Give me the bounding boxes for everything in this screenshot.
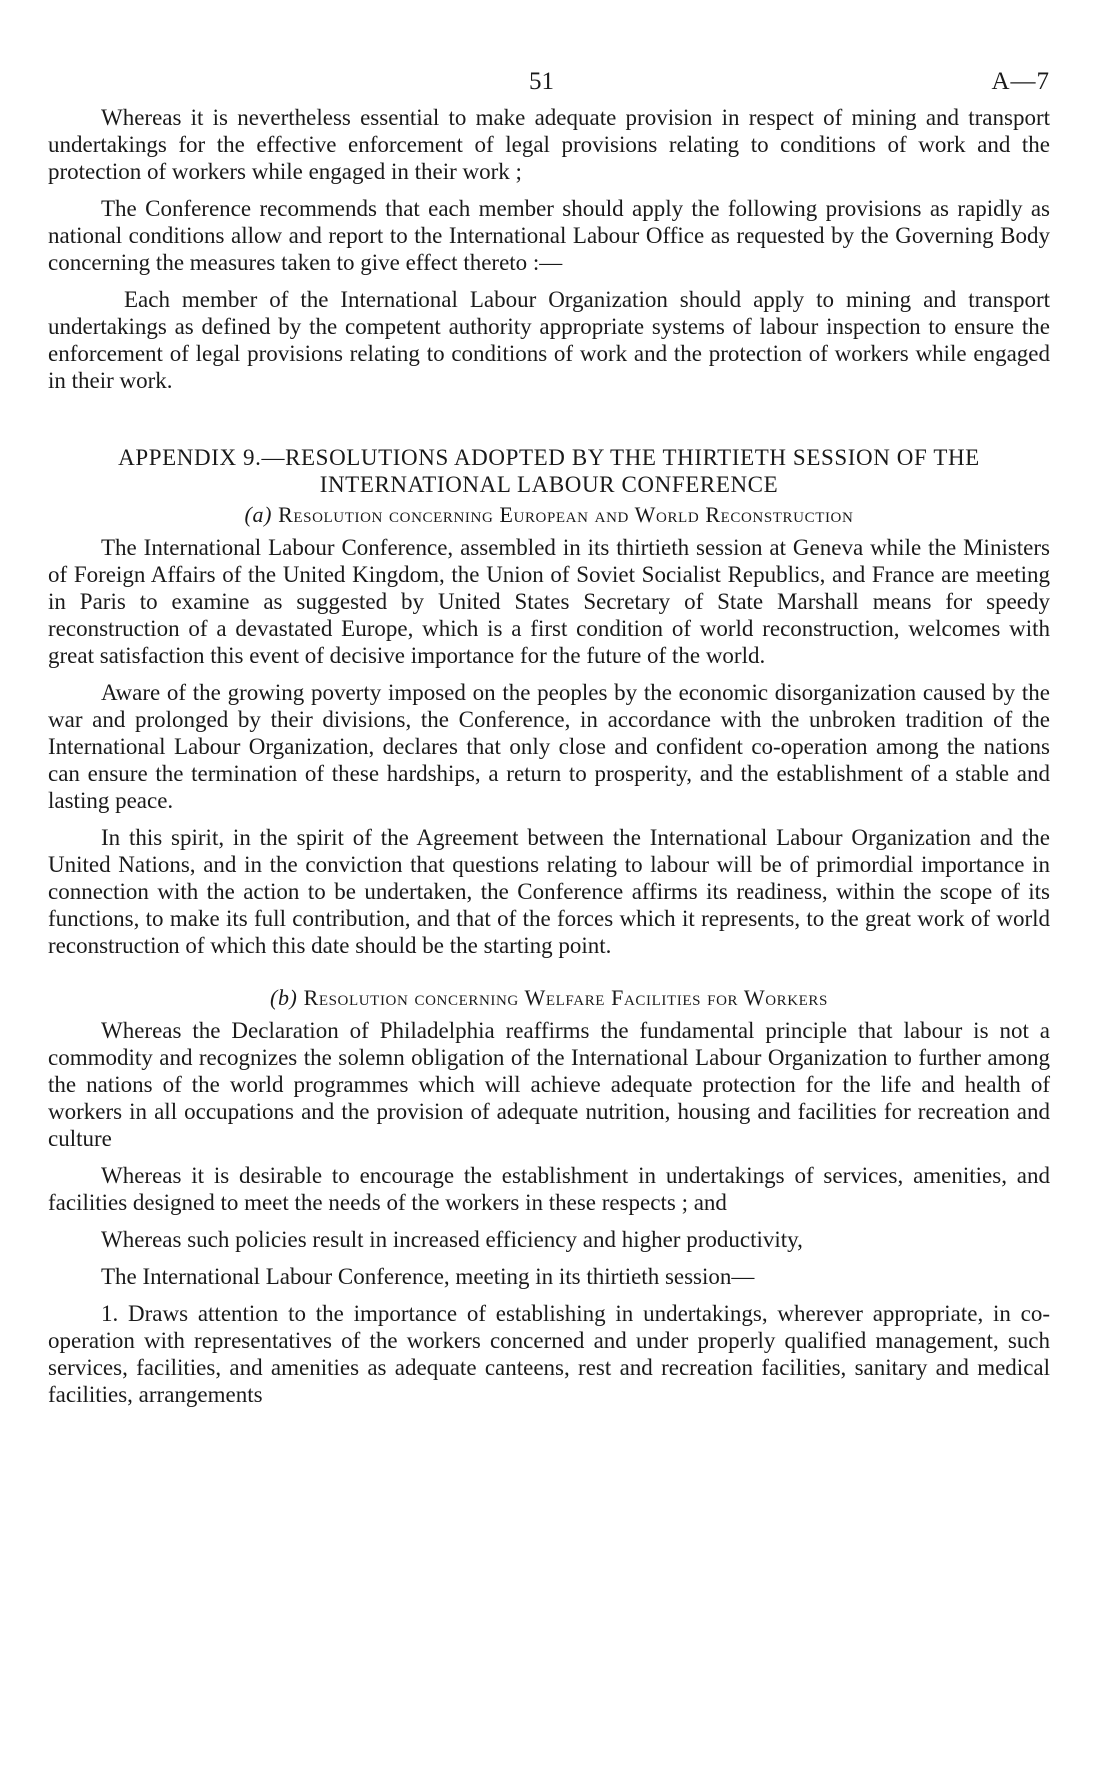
resolution-a-paragraph: In this spirit, in the spirit of the Agreement between the International Labour Organization and the United Nations, and in the conviction that questions relating to labour will be of primordial importance in connection with the action to be undertaken, the Conference affirms its readiness, within the scope of its functions, to make its full contribution, and that of the forces which it represents, to the great work of world reconstruction of which this date should be the starting point. bbox=[48, 825, 1050, 958]
resolution-b-section bbox=[48, 985, 1050, 1408]
resolution-b-title: Resolution concerning Welfare Facilities for Workers bbox=[303, 985, 828, 1010]
resolution-a-letter: (a) bbox=[244, 502, 272, 527]
series-reference: A—7 bbox=[991, 68, 1050, 95]
resolution-a-paragraph: The International Labour Conference, assembled in its thirtieth session at Geneva while the Ministers of Foreign Affairs of the United Kingdom, the Union of Soviet Socialist Republics, and France are meeting in Paris to examine as suggested by United States Secretary of State Marshall means for speedy reconstruction of a devastated Europe, which is a first condition of world reconstruction, welcomes with great satisfaction this event of decisive importance for the future of the world. bbox=[48, 535, 1050, 668]
resolution-b-letter: (b) bbox=[270, 985, 298, 1010]
page-header bbox=[48, 68, 1050, 104]
intro-paragraph: The Conference recommends that each member should apply the following provisions as rapidly as national conditions allow and report to the International Labour Office as requested by the Governing Body concerning the measures taken to give effect thereto :— bbox=[48, 196, 1050, 275]
resolution-b-paragraph: 1. Draws attention to the importance of establishing in undertakings, wherever appropriate, in co-operation with representatives of the workers concerned and under properly qualified management, such services, facilities, and amenities as adequate canteens, rest and recreation facilities, sanitary and medical facilities, arrangements bbox=[48, 1301, 1050, 1407]
intro-paragraph: Each member of the International Labour Organization should apply to mining and transport undertakings as defined by the competent authority appropriate systems of labour inspection to ensure the enforcement of legal provisions relating to conditions of work and the protection of workers while engaged in their work. bbox=[48, 287, 1050, 393]
resolution-b-paragraph: Whereas such policies result in increased efficiency and higher productivity, bbox=[101, 1227, 803, 1252]
resolution-a-title: Resolution concerning European and World Reconstruction bbox=[278, 502, 854, 527]
intro-section bbox=[48, 104, 1050, 394]
resolution-a-paragraph: Aware of the growing poverty imposed on the peoples by the economic disorganization caused by the war and prolonged by their divisions, the Conference, in accordance with the unbroken tradition of the International Labour Organization, declares that only close and confident co-operation among the nations can ensure the termination of these hardships, a return to prosperity, and the establishment of a stable and lasting peace. bbox=[48, 680, 1050, 813]
appendix-title: APPENDIX 9.—RESOLUTIONS ADOPTED BY THE THIRTIETH SESSION OF THE INTERNATIONAL LABOUR CONFERENCE bbox=[118, 445, 980, 497]
resolution-b-paragraph: Whereas the Declaration of Philadelphia reaffirms the fundamental principle that labour is not a commodity and recognizes the solemn obligation of the International Labour Organization to further among the nations of the world programmes which will achieve adequate protection for the life and health of workers in all occupations and the provision of adequate nutrition, housing and facilities for recreation and culture bbox=[48, 1018, 1050, 1151]
page-number: 51 bbox=[529, 68, 554, 95]
resolution-b-paragraph: Whereas it is desirable to encourage the establishment in undertakings of services, amenities, and facilities designed to meet the needs of the workers in these respects ; and bbox=[48, 1163, 1050, 1215]
resolution-a-section bbox=[48, 502, 1050, 959]
resolution-a-heading bbox=[48, 502, 1050, 528]
document-page bbox=[48, 68, 1050, 1418]
intro-paragraph: Whereas it is nevertheless essential to make adequate provision in respect of mining and transport undertakings for the effective enforcement of legal provisions relating to conditions of work and the protection of workers while engaged in their work ; bbox=[48, 105, 1050, 184]
resolution-b-paragraph: The International Labour Conference, meeting in its thirtieth session— bbox=[101, 1264, 755, 1289]
resolution-b-heading bbox=[48, 985, 1050, 1011]
